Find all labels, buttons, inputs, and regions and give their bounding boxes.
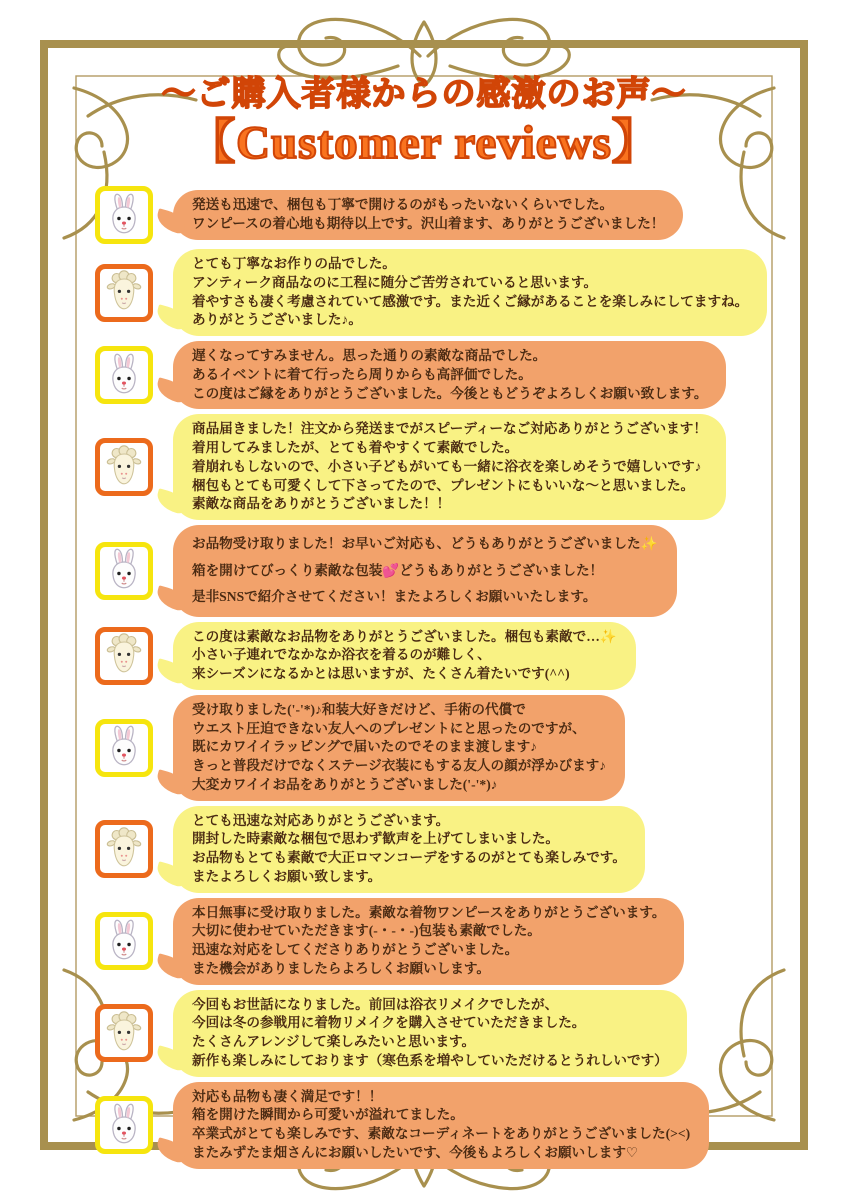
- page-title-english: 【Customer reviews】: [188, 116, 660, 169]
- review-line: 小さい子連れでなかなか浴衣を着るのが難しく、: [192, 647, 491, 663]
- review-row: [95, 249, 801, 336]
- review-line: 卒業式がとても楽しみです、素敵なコーディネートをありがとうございました(><): [192, 1126, 691, 1141]
- page-header: [0, 72, 848, 170]
- review-line: アンティーク商品なのに工程に随分ご苦労されていると思います。: [192, 274, 598, 290]
- review-line: この度は素敵なお品物をありがとうございました。梱包も素敵で…✨: [192, 628, 617, 644]
- review-row: [95, 806, 801, 893]
- review-row: [95, 414, 801, 520]
- sheep-avatar: [95, 627, 153, 685]
- review-line: 遅くなってすみません。思った通りの素敵な商品でした。: [192, 348, 547, 363]
- review-line: きっと普段だけでなくステージ衣装にもする友人の顔が浮かびます♪: [192, 758, 607, 773]
- rabbit-icon: [102, 191, 146, 240]
- rabbit-icon: [102, 917, 146, 966]
- review-line: ウエスト圧迫できない友人へのプレゼントにと思ったのですが、: [192, 720, 586, 736]
- review-row: [95, 341, 801, 409]
- review-line: とても丁寧なお作りの品でした。: [192, 256, 396, 271]
- speech-bubble: [173, 249, 767, 336]
- review-line: 梱包もとても可愛くして下さってたので、プレゼントにもいいな〜と思いました。: [192, 477, 695, 493]
- review-line: 着やすさも凄く考慮されていて感激です。また近くご縁があることを楽しみにしてますね。: [192, 293, 749, 309]
- review-row: [95, 1082, 801, 1169]
- review-line: 大変カワイイお品をありがとうございました('-'*)♪: [192, 776, 498, 792]
- review-line: また機会がありましたらよろしくお願いします。: [192, 960, 490, 976]
- rabbit-avatar: [95, 912, 153, 970]
- rabbit-avatar: [95, 542, 153, 600]
- sheep-icon: [102, 268, 146, 317]
- sheep-avatar: [95, 820, 153, 878]
- rabbit-avatar: [95, 186, 153, 244]
- review-line: ありがとうございました♪。: [192, 312, 362, 328]
- review-line: 来シーズンになるかとは思いますが、たくさん着たいです(^^): [192, 666, 570, 681]
- rabbit-avatar: [95, 1096, 153, 1154]
- review-line: 開封した時素敵な梱包で思わず歓声を上げてしまいました。: [192, 831, 560, 847]
- review-line: お品物受け取りました！お早いご対応も、どうもありがとうございました✨: [192, 536, 658, 551]
- speech-bubble: [173, 622, 636, 690]
- review-line: 新作も楽しみにしております（寒色系を増やしていただけるとうれしいです）: [192, 1052, 668, 1068]
- review-line: 迅速な対応をしてくださりありがとうございました。: [192, 942, 519, 957]
- sheep-avatar: [95, 438, 153, 496]
- speech-bubble: [173, 806, 645, 893]
- review-line: 着用してみましたが、とても着やすくて素敵でした。: [192, 440, 519, 455]
- review-line: 箱を開けた瞬間から可愛いが溢れてました。: [192, 1107, 464, 1123]
- page-title-japanese: 〜ご購入者様からの感激のお声〜: [161, 76, 687, 113]
- speech-bubble: [173, 414, 726, 520]
- review-line: またみずたま畑さんにお願いしたいです、今後もよろしくお願いします♡: [192, 1144, 639, 1160]
- rabbit-icon: [102, 351, 146, 400]
- review-line: 大切に使わせていただきます(-・‐・-)包装も素敵でした。: [192, 923, 541, 939]
- speech-bubble: [173, 341, 726, 409]
- review-line: ワンピースの着心地も期待以上です。沢山着ます、ありがとうございました！: [192, 216, 665, 231]
- speech-bubble: [173, 1082, 709, 1169]
- review-line: 今回は冬の参戦用に着物リメイクを購入させていただきました。: [192, 1015, 586, 1031]
- speech-bubble: [173, 525, 677, 617]
- sheep-icon: [102, 443, 146, 492]
- review-line: 受け取りました('-'*)♪和装大好きだけど、手術の代償で: [192, 701, 526, 717]
- sheep-avatar: [95, 1004, 153, 1062]
- review-line: 着崩れもしないので、小さい子どもがいても一緒に浴衣を楽しめそうで嬉しいです♪: [192, 458, 702, 474]
- review-line: 商品届きました！注文から発送までがスピーディーなご対応ありがとうございます！: [192, 421, 707, 437]
- review-line: 今回もお世話になりました。前回は浴衣リメイクでしたが、: [192, 996, 559, 1012]
- speech-bubble: [173, 990, 687, 1077]
- speech-bubble: [173, 898, 684, 985]
- rabbit-icon: [102, 546, 146, 595]
- review-line: 素敵な商品をありがとうございました！！: [192, 496, 451, 512]
- review-row: [95, 898, 801, 985]
- review-line: 対応も品物も凄く満足です！！: [192, 1088, 383, 1104]
- review-line: 発送も迅速で、梱包も丁寧で開けるのがもったいないくらいでした。: [192, 197, 614, 213]
- speech-bubble: [173, 695, 625, 801]
- review-line: またよろしくお願い致します。: [192, 868, 382, 884]
- rabbit-avatar: [95, 346, 153, 404]
- review-line: 既にカワイイラッピングで届いたのでそのまま渡します♪: [192, 739, 538, 755]
- rabbit-icon: [102, 1101, 146, 1150]
- review-line: あるイベントに着て行ったら周りからも高評価でした。: [192, 366, 532, 382]
- review-line: たくさんアレンジして楽しみたいと思います。: [192, 1034, 476, 1049]
- rabbit-icon: [102, 723, 146, 772]
- review-line: 箱を開けてびっくり素敵な包装💕どうもありがとうございました！: [192, 562, 604, 578]
- rabbit-avatar: [95, 719, 153, 777]
- review-row: [95, 990, 801, 1077]
- sheep-icon: [102, 631, 146, 680]
- sheep-icon: [102, 825, 146, 874]
- review-row: [95, 695, 801, 801]
- review-line: お品物もとても素敵で大正ロマンコーデをするのがとても楽しみです。: [192, 850, 626, 865]
- review-row: [95, 186, 801, 244]
- speech-bubble: [173, 190, 683, 240]
- sheep-icon: [102, 1009, 146, 1058]
- review-row: [95, 525, 801, 617]
- review-line: とても迅速な対応ありがとうございます。: [192, 812, 450, 828]
- reviews-list: [95, 186, 801, 1174]
- review-line: 本日無事に受け取りました。素敵な着物ワンピースをありがとうございます。: [192, 904, 666, 920]
- review-row: [95, 622, 801, 690]
- review-line: この度はご縁をありがとうございました。今後ともどうぞよろしくお願い致します。: [192, 385, 708, 401]
- review-line: 是非SNSで紹介させてください！またよろしくお願いいたします。: [192, 589, 597, 604]
- sheep-avatar: [95, 264, 153, 322]
